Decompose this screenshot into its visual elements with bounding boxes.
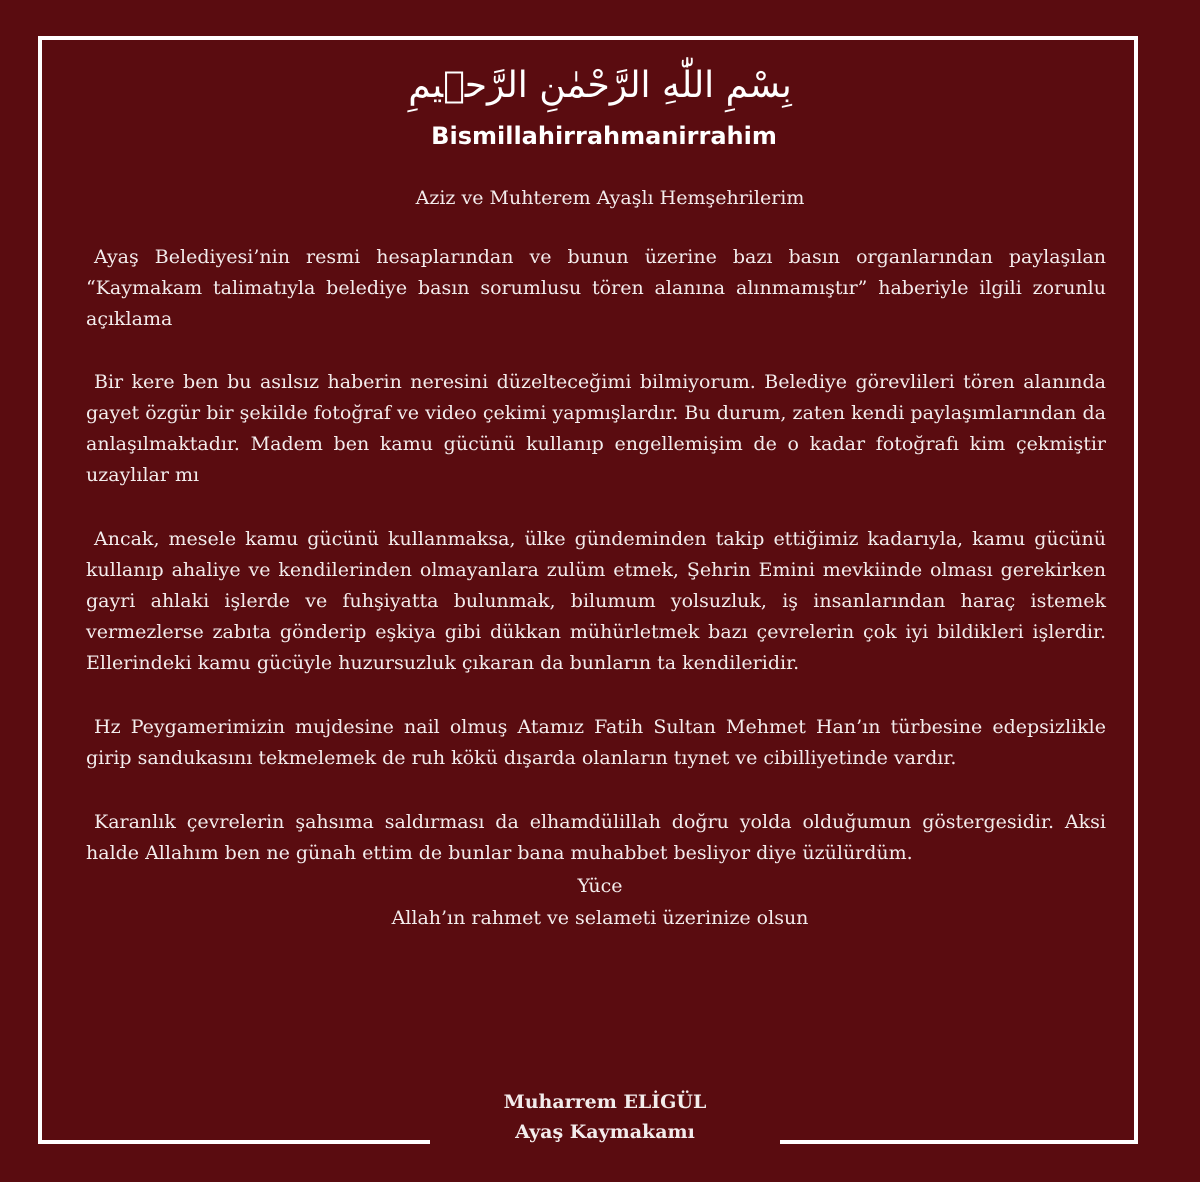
document-title: Bismillahirrahmanirrahim [431, 122, 777, 150]
paragraph-4: Hz Peygamerimizin mujdesine nail olmuş Atamız Fatih Sultan Mehmet Han’ın türbesine edepsizlikle girip sandukasını tekmelemek de ruh kökü dışarda olanların tıynet ve cibilliyetinde vardır. [86, 716, 1106, 769]
frame-bottom-left-border [38, 1140, 430, 1144]
frame-right-border [1134, 36, 1138, 1144]
frame-bottom-right-border [780, 1140, 1138, 1144]
paragraph-2: Bir kere ben bu asılsız haberin neresini düzelteceğimi bilmiyorum. Belediye görevlileri tören alanında gayet özgür bir şekilde fotoğraf ve video çekimi yapmışlardır. Bu durum, zaten kendi paylaşımlarından da anlaşılmaktadır. Madem ben kamu gücünü kullanıp engellemişim de o kadar fotoğrafı kim çekmiştir uzaylılar mı [86, 371, 1106, 486]
signature-position: Ayaş Kaymakamı [515, 1121, 695, 1143]
closing-line-2: Allah’ın rahmet ve selameti üzerinize olsun [391, 907, 809, 929]
signature-block [430, 1087, 780, 1147]
frame-top-border [38, 36, 1138, 40]
paragraph-1: Ayaş Belediyesi’nin resmi hesaplarından ve bunun üzerine bazı basın organlarından paylaşılan “Kaymakam talimatıyla belediye basın sorumlusu tören alanına alınmamıştır” haberiyle ilgili zorunlu açıklama [86, 246, 1106, 330]
signature-name: Muharrem ELİGÜL [503, 1091, 707, 1113]
paragraph-3: Ancak, mesele kamu gücünü kullanmaksa, ülke gündeminden takip ettiğimiz kadarıyla, kamu gücünü kullanıp ahaliye ve kendilerinden olmayanlara zulüm etmek, Şehrin Emini mevkiinde olması gerekirken gayri ahlaki işlerde ve fuhşiyatta bulunmak, bilumum yolsuzluk, iş insanlarından haraç istemek vermezlerse zabıta gönderip eşkiya gibi dükkan mühürletmek bazı çevrelerin çok iyi bildikleri işlerdir. Ellerindeki kamu gücüyle huzursuzluk çıkaran da bunların ta kendileridir. [86, 528, 1106, 674]
frame-left-border [38, 36, 42, 1144]
basmala-calligraphy: بِسْمِ اللّٰهِ الرَّحْمٰنِ الرَّح۪يمِ [408, 65, 792, 106]
paragraph-5: Karanlık çevrelerin şahsıma saldırması da elhamdülillah doğru yolda olduğumun göstergesidir. Aksi halde Allahım ben ne günah ettim de bunlar bana muhabbet besliyor diye üzülürdüm. [86, 811, 1106, 864]
salutation: Aziz ve Muhterem Ayaşlı Hemşehrilerim [415, 187, 805, 209]
closing-line-1: Yüce [577, 875, 623, 897]
statement-body [86, 58, 1106, 934]
